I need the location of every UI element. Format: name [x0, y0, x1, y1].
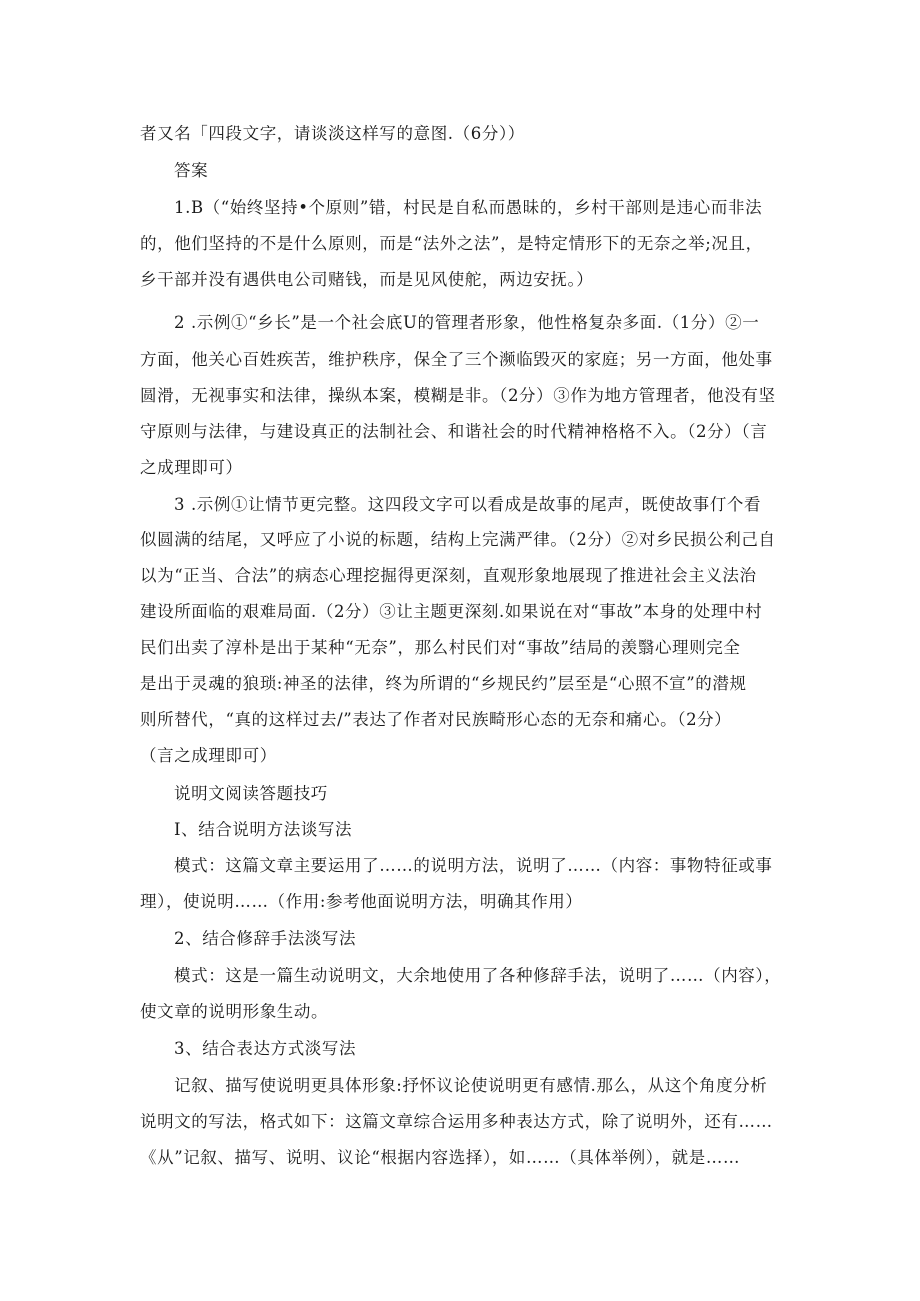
tip-3-line-3: 《从”记叙、描写、说明、议论“根据内容选择），如……（具体举例），就是…… — [140, 1148, 741, 1167]
answer-2-line-4: 守原则与法律，与建设真正的法制社会、和谐社会的时代精神格格不入。（2分）（言 — [140, 422, 768, 441]
answer-3-line-7: 则所替代，“真的这样过去/”表达了作者对民族畸形心态的无奈和痛心。（2分） — [140, 710, 732, 729]
tip-1-heading: I、结合说明方法谈写法 — [174, 820, 353, 839]
answer-3-line-6: 是出于灵魂的狼琐:神圣的法律，终为所谓的“乡规民约”层至是“心照不宣”的潜规 — [140, 674, 747, 693]
tip-3-line-1: 记叙、描写使说明更具体形象:抒怀议论使说明更有感情.那么，从这个角度分析 — [174, 1076, 768, 1095]
tip-2-heading: 2、结合修辞手法淡写法 — [174, 929, 357, 948]
answer-3-line-5: 民们出卖了淳朴是出于某种“无奈”，那么村民们对“事故”结局的羡翳心理则完全 — [140, 638, 741, 657]
answer-heading: 答案 — [174, 161, 209, 180]
answer-2-line-3: 圆滑，无视事实和法律，操纵本案，模糊是非。（2分）③作为地方管理者，他没有坚 — [140, 386, 776, 405]
answer-3-line-8: （言之成理即可） — [140, 746, 277, 765]
answer-2-line-1: 2 .示例①“乡长”是一个社会底U的管理者形象，他性格复杂多面.（1分）②一 — [174, 313, 760, 332]
question-tail-line: 者又名「四段文字，请谈淡这样写的意图.（6分）） — [140, 124, 525, 143]
answer-3-line-3: 以为“正当、合法”的病态心理挖掘得更深刻，直观形象地展现了推进社会主义法治 — [140, 566, 757, 585]
answer-1-line-2: 的，他们坚持的不是什么原则，而是“法外之法”，是特定情形下的无奈之举;况且， — [140, 234, 763, 253]
tip-1-line-2: 理），使说明……（作用:参考他面说明方法，明确其作用） — [140, 892, 583, 911]
tip-3-line-2: 说明文的写法，格式如下：这篇文章综合运用多种表达方式，除了说明外，还有…… — [140, 1112, 773, 1131]
tip-1-line-1: 模式：这篇文章主要运用了……的说明方法，说明了……（内容：事物特征或事 — [174, 856, 773, 875]
answer-3-line-2: 似圆满的结尾，又呼应了小说的标题，结构上完满严律。（2分）②对乡民损公利己自 — [140, 530, 776, 549]
answer-2-line-5: 之成理即可） — [140, 458, 243, 477]
tip-2-line-1: 模式：这是一篇生动说明文，大余地使用了各种修辞手法，说明了……（内容）， — [174, 966, 782, 985]
answer-3-line-4: 建设所面临的艰难局面.（2分）③让主题更深刻.如果说在对“事故”本身的处理中村 — [140, 602, 763, 621]
tip-2-line-2: 使文章的说明形象生动。 — [140, 1002, 329, 1021]
answer-2-line-2: 方面，他关心百姓疾苦，维护秩序，保全了三个濒临毁灭的家庭；另一方面，他处事 — [140, 350, 773, 369]
tip-3-heading: 3、结合表达方式淡写法 — [174, 1039, 357, 1058]
answer-1-line-3: 乡干部并没有遇供电公司赌钱，而是见风使舵，两边安抚。） — [140, 270, 594, 289]
answer-3-line-1: 3 .示例①让情节更完整。这四段文字可以看成是故事的尾声，既使故事仃个看 — [174, 495, 762, 514]
section-heading: 说明文阅读答题技巧 — [174, 784, 328, 803]
answer-1-line-1: 1.B（“始终坚持•个原则”错，村民是自私而愚昧的，乡村干部则是违心而非法 — [174, 198, 763, 217]
